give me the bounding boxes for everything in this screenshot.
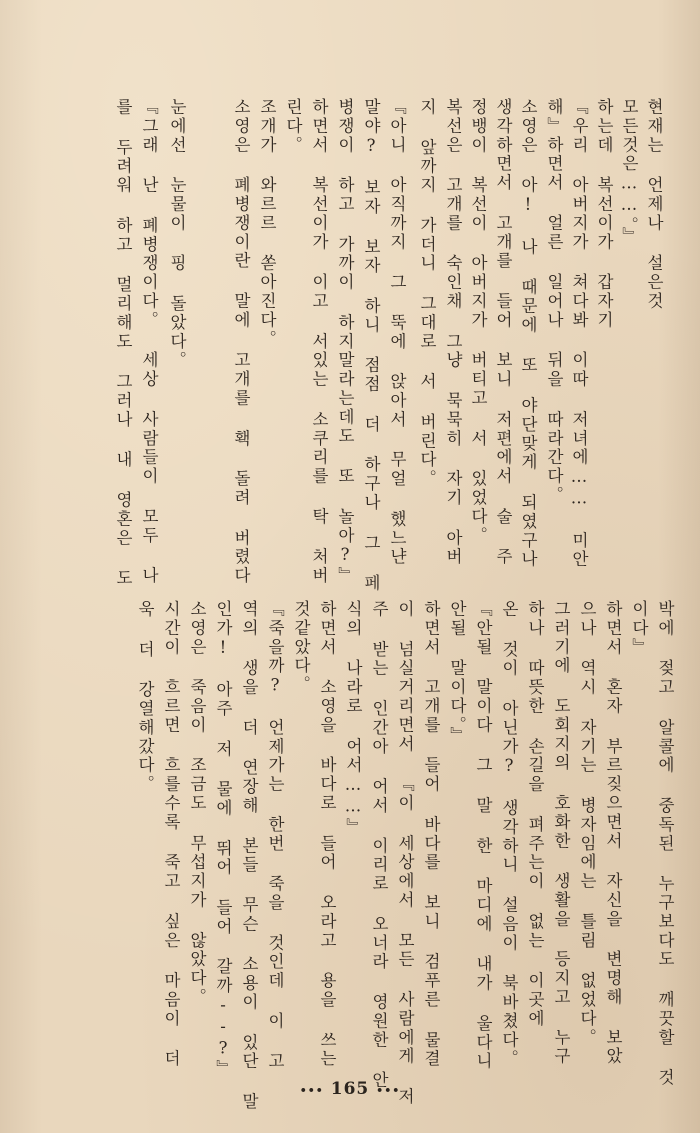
upper-column-18: 눈에선 눈물이 핑 돌았다。 [167, 98, 187, 371]
upper-column-12: 말야? 보자 보자 하니 점점 더 하구나 그 페 [361, 98, 381, 593]
lower-column-18: 인가! 아주 저 물에 뛰어 들어 갈까--?』 [213, 600, 233, 1079]
lower-column-3: 하면서 혼자 부르짖으면서 자신을 변명해 보았 [603, 600, 623, 1067]
lower-column-15: 것같았다。 [291, 600, 311, 695]
lower-column-11: 이 넘실거리면서 『이 세상에서 모든 사람에게 저 [395, 600, 415, 1107]
upper-column-1: 현재는 언제나 설은것 [644, 98, 664, 311]
lower-column-16: 『죽을까? 언제가는 한번 죽을 것인데 이 고 [265, 600, 285, 1072]
lower-column-8: 『안될 말이다 그 말 한 마디에 내가 울다니 [473, 600, 493, 1072]
page-number-dots-left: ••• [299, 1084, 324, 1097]
upper-column-20: 를 두려워 하고 멀리해도 그러나 내 영혼은 도 [113, 98, 133, 588]
upper-column-8: 정뱅이 복선이 아버지가 버티고 서 있었다。 [468, 98, 488, 546]
lower-column-4: 으나 역시 자기는 병자임에는 틀림 없었다。 [577, 600, 597, 1048]
upper-column-16: 조개가 와르르 쏟아진다。 [257, 98, 277, 349]
upper-column-6: 소영은 아! 나 때문에 또 야단맞게 되였구나 [518, 98, 538, 570]
lower-column-12: 주 받는 인간아 어서 이리로 오너라 영원한 안 [369, 600, 389, 1090]
upper-column-2: 모든것은……。』 [619, 98, 639, 246]
upper-column-17: 소영은 폐병쟁이란 말에 고개를 홱 돌려 버렸다 [231, 98, 251, 586]
page-number [0, 1079, 700, 1099]
upper-column-13: 병쟁이 하고 가까이 하지말라는데도 또 놀아?』 [335, 98, 355, 586]
upper-column-14: 하면서 복선이가 이고 서있는 소쿠리를 탁 처버 [309, 98, 329, 586]
lower-column-9: 안될 말이다。』 [447, 600, 467, 746]
upper-column-15: 린다。 [283, 98, 303, 155]
lower-column-13: 식의 나라로 어서……』 [343, 600, 363, 837]
lower-column-20: 시간이 흐르면 흐를수록 죽고 싶은 마음이 더 [161, 600, 181, 1069]
lower-column-14: 하면서 소영을 바다로 들어 오라고 용을 쓰는 [317, 600, 337, 1069]
upper-column-3: 하는데 복선이가 갑자기 [594, 98, 614, 330]
lower-column-19: 소영은 죽음이 조금도 무섭지가 않았다。 [187, 600, 207, 1007]
upper-column-7: 생각하면서 고개를 들어 보니 저편에서 술 주 [493, 98, 513, 567]
upper-column-4: 『우리 아버지가 쳐다봐 이따 저녀에…… 미안 [569, 98, 589, 570]
page-number-value: 165 [330, 1079, 370, 1099]
lower-column-17: 역의 생을 더 연장해 본들 무슨 소용이 있단 말 [239, 600, 259, 1112]
lower-column-7: 온 것이 아닌가? 생각하니 설음이 북바쳤다。 [499, 600, 519, 1069]
lower-column-21: 욱 더 강열해갔다。 [135, 600, 155, 794]
upper-column-11: 『아니 아직까지 그 뚝에 앉아서 무얼 했느냔 [387, 98, 407, 567]
lower-column-5: 그러기에 도회지의 호화한 생활을 등지고 누구 [551, 600, 571, 1067]
upper-column-5: 해』하면서 얼른 일어나 뒤을 따라간다。 [544, 98, 564, 505]
lower-column-1: 박에 젖고 알콜에 중독된 누구보다도 깨끗할 것 [655, 600, 675, 1088]
upper-column-10: 지 앞까지 가더니 그대로 서 버린다。 [417, 98, 437, 489]
upper-column-19: 『그래 난 폐병쟁이다。 세상 사람들이 모두 나 [139, 98, 159, 586]
lower-column-2: 이다』 [629, 600, 649, 657]
upper-column-9: 복선은 고개를 숙인채 그냥 묵묵히 자기 아버 [443, 98, 463, 567]
page-number-dots-right: ••• [376, 1084, 401, 1097]
lower-column-6: 하나 따뜻한 손길을 펴주는이 없는 이곳에 [525, 600, 545, 1029]
lower-column-10: 하면서 고개를 들어 바다를 보니 검푸른 물결 [421, 600, 441, 1069]
